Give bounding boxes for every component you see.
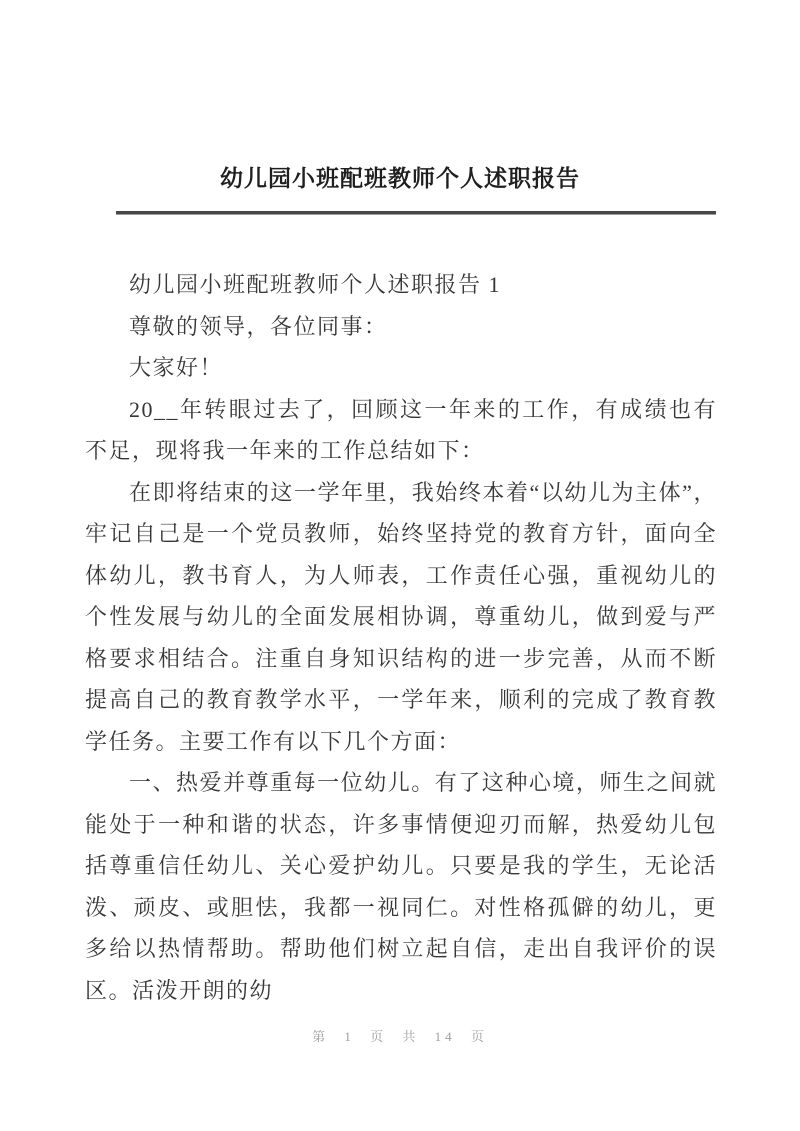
paragraph-section-one: 一、热爱并尊重每一位幼儿。有了这种心境，师生之间就能处于一种和谐的状态，许多事情便迎刃而解，热爱幼儿包括尊重信任幼儿、关心爱护幼儿。只要是我的学生，无论活泼、顽皮、或胆怯，我都一视同仁。对性格孤僻的幼儿，更多给以热情帮助。帮助他们树立起自信，走出自我评价的误区。活泼开朗的幼 [85, 770, 717, 1003]
page-number-indicator: 第 1 页 共 14 页 [312, 1029, 488, 1044]
paragraph-heading-numbered: 幼儿园小班配班教师个人述职报告 1 [129, 272, 502, 297]
paragraph-greeting: 大家好！ [129, 355, 224, 380]
paragraph-intro: 20__年转眼过去了，回顾这一年来的工作，有成绩也有不足，现将我一年来的工作总结如下： [85, 396, 717, 463]
page-footer [0, 1026, 800, 1046]
paragraph-salutation: 尊敬的领导，各位同事： [129, 313, 388, 339]
page-title: 幼儿园小班配班教师个人述职报告 [220, 166, 580, 191]
document-body [85, 264, 717, 1011]
title-divider-rule [116, 211, 716, 215]
paragraph-overview: 在即将结束的这一学年里，我始终本着“以幼儿为主体”，牢记自己是一个党员教师，始终坚持党的教育方针，面向全体幼儿，教书育人，为人师表，工作责任心强，重视幼儿的个性发展与幼儿的全面发展相协调，尊重幼儿，做到爱与严格要求相结合。注重自身知识结构的进一步完善，从而不断提高自己的教育教学水平，一学年来，顺利的完成了教育教学任务。主要工作有以下几个方面： [85, 479, 717, 754]
document-header [0, 160, 800, 193]
